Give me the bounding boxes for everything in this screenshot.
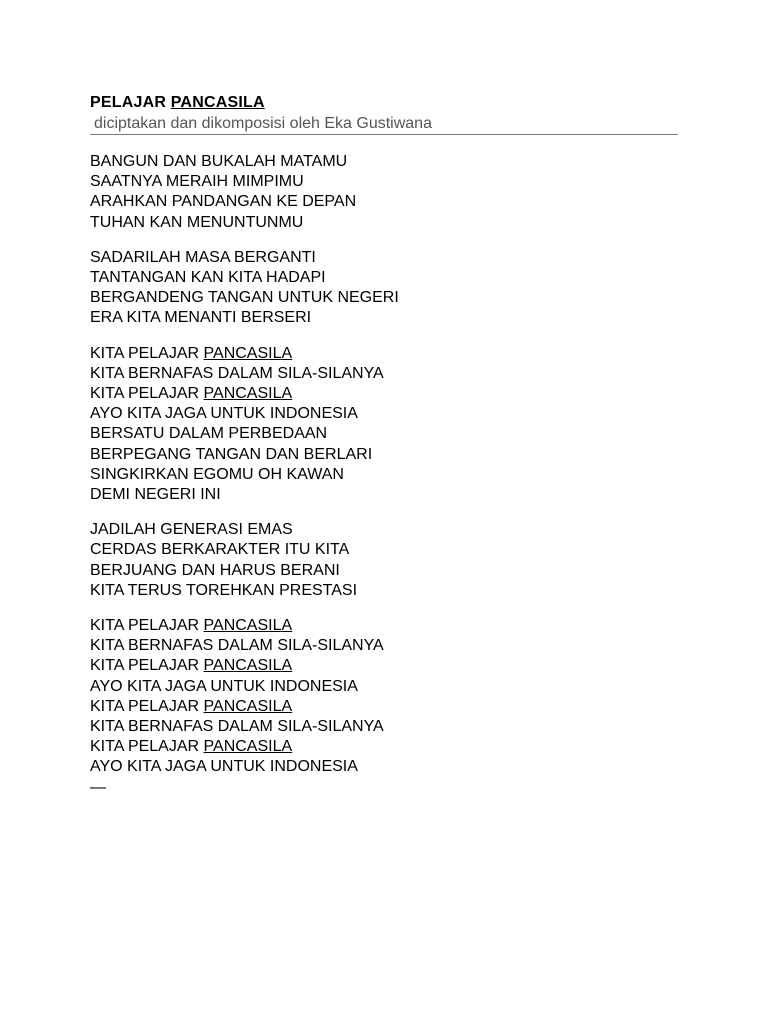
lyric-line: SAATNYA MERAIH MIMPIMU — [90, 173, 304, 191]
lyric-line: ARAHKAN PANDANGAN KE DEPAN — [90, 193, 357, 211]
lyric-line: AYO KITA JAGA UNTUK INDONESIA — [90, 758, 358, 776]
chorus-underlined-word: PANCASILA — [203, 617, 293, 635]
lyric-line: BERGANDENG TANGAN UNTUK NEGERI — [90, 289, 399, 307]
chorus-prefix: KITA PELAJAR — [90, 385, 200, 403]
chorus-prefix: KITA PELAJAR — [90, 657, 200, 675]
chorus-line — [90, 656, 678, 676]
chorus-underlined-word: PANCASILA — [203, 344, 293, 362]
lyric-line: CERDAS BERKARAKTER ITU KITA — [90, 541, 350, 559]
lyric-line: KITA BERNAFAS DALAM SILA-SILANYA — [90, 364, 384, 382]
chorus-underlined-word: PANCASILA — [203, 385, 293, 403]
chorus-line — [90, 384, 678, 404]
lyric-line: JADILAH GENERASI EMAS — [90, 521, 293, 539]
song-title — [90, 93, 678, 112]
end-dash: — — [90, 778, 106, 796]
lyric-line: BANGUN DAN BUKALAH MATAMU — [90, 153, 348, 170]
lyric-line: BERPEGANG TANGAN DAN BERLARI — [90, 445, 373, 463]
lyric-line: TANTANGAN KAN KITA HADAPI — [90, 269, 326, 287]
stanza-2 — [90, 248, 678, 329]
chorus-prefix: KITA PELAJAR — [90, 344, 200, 362]
stanza-1 — [90, 152, 678, 233]
chorus-line — [90, 344, 678, 364]
lyric-line: BERSATU DALAM PERBEDAAN — [90, 425, 328, 443]
lyric-line: TUHAN KAN MENUNTUNMU — [90, 213, 304, 231]
chorus-underlined-word: PANCASILA — [203, 697, 293, 715]
lyric-line: KITA BERNAFAS DALAM SILA-SILANYA — [90, 637, 384, 655]
lyric-line: BERJUANG DAN HARUS BERANI — [90, 561, 340, 579]
stanza-5-chorus — [90, 616, 678, 798]
lyric-line: KITA BERNAFAS DALAM SILA-SILANYA — [90, 718, 384, 736]
chorus-line — [90, 737, 678, 757]
chorus-underlined-word: PANCASILA — [203, 738, 293, 756]
chorus-line — [90, 697, 678, 717]
lyric-line: ERA KITA MENANTI BERSERI — [90, 309, 312, 327]
lyric-line: SINGKIRKAN EGOMU OH KAWAN — [90, 465, 344, 483]
stanza-3-chorus — [90, 344, 678, 506]
lyric-line: SADARILAH MASA BERGANTI — [90, 248, 316, 266]
lyric-line: AYO KITA JAGA UNTUK INDONESIA — [90, 677, 358, 695]
title-underlined-word: PANCASILA — [170, 94, 265, 111]
chorus-prefix: KITA PELAJAR — [90, 617, 200, 635]
lyric-line: DEMI NEGERI INI — [90, 486, 221, 504]
chorus-prefix: KITA PELAJAR — [90, 697, 200, 715]
lyrics-page — [90, 93, 678, 798]
chorus-line — [90, 616, 678, 636]
chorus-prefix: KITA PELAJAR — [90, 738, 200, 756]
song-credit: diciptakan dan dikomposisi oleh Eka Gustiwana — [90, 114, 678, 135]
lyric-line: AYO KITA JAGA UNTUK INDONESIA — [90, 405, 358, 423]
stanza-4 — [90, 520, 678, 601]
title-prefix: PELAJAR — [90, 94, 167, 111]
chorus-underlined-word: PANCASILA — [203, 657, 293, 675]
lyric-line: KITA TERUS TOREHKAN PRESTASI — [90, 581, 358, 599]
